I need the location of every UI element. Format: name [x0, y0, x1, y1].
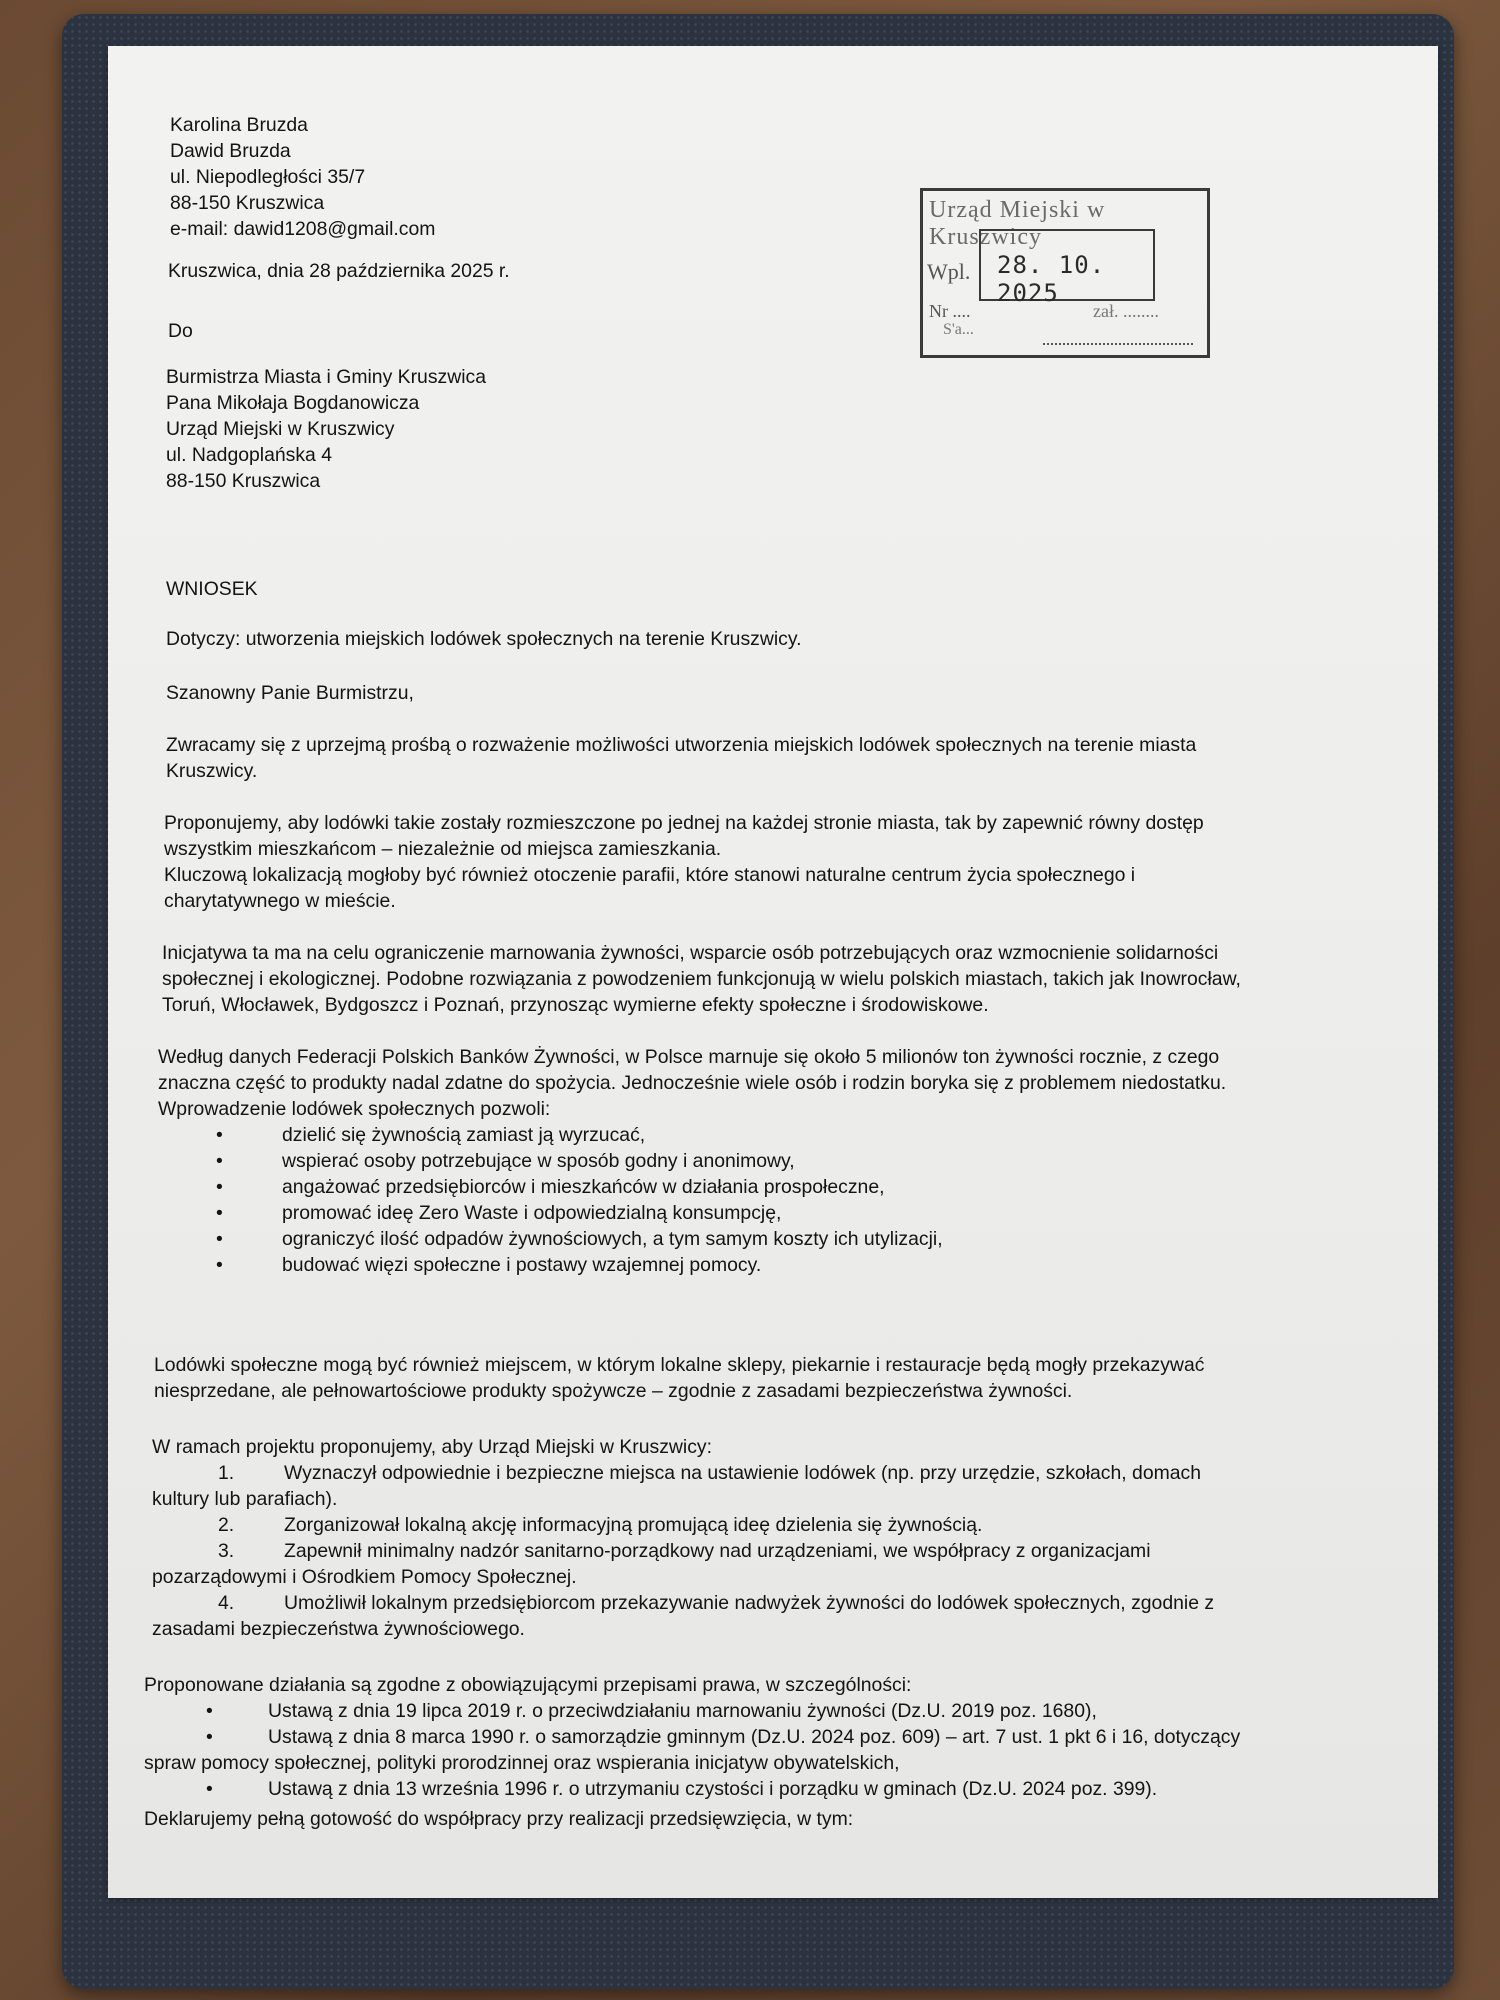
- bullet-icon: •: [216, 1202, 223, 1224]
- item-continuation: kultury lub parafiach).: [152, 1488, 338, 1510]
- item-text: Umożliwił lokalnym przedsiębiorcom przekazywanie nadwyżek żywności do lodówek społecznych, zgodnie z: [284, 1592, 1215, 1614]
- law-item: [144, 1724, 1240, 1750]
- laws-section: [144, 1672, 1240, 1802]
- item-text: Zorganizował lokalną akcję informacyjną promującą ideę dzielenia się żywnością.: [284, 1514, 983, 1536]
- stamp-dotted-line: [1043, 343, 1193, 345]
- sender-line: ul. Niepodległości 35/7: [170, 166, 366, 188]
- stamp-wpl-label: Wpl.: [927, 259, 971, 284]
- benefits-list: [158, 1122, 943, 1278]
- recipient-line: 88-150 Kruszwica: [166, 470, 321, 492]
- numbered-item: [152, 1512, 1214, 1538]
- item-text: Zapewnił minimalny nadzór sanitarno-porządkowy nad urządzeniami, we współpracy z organizacjami: [284, 1540, 1151, 1562]
- list-item: [158, 1226, 943, 1252]
- bullet-icon: •: [206, 1700, 213, 1722]
- list-item: [158, 1148, 943, 1174]
- list-item-text: angażować przedsiębiorców i mieszkańców w działania prospołeczne,: [282, 1176, 885, 1198]
- list-item: [158, 1122, 943, 1148]
- proposals-section: [152, 1434, 1214, 1642]
- law-item: [144, 1776, 1240, 1802]
- numbered-item: [152, 1590, 1214, 1616]
- numbered-item: [152, 1460, 1214, 1486]
- list-item-text: budować więzi społeczne i postawy wzajemnej pomocy.: [282, 1254, 762, 1276]
- sender-address: [170, 112, 435, 242]
- list-item-text: dzielić się żywnością zamiast ją wyrzucać,: [282, 1124, 646, 1146]
- stamp-date-box: [979, 229, 1155, 307]
- item-continuation: zasadami bezpieczeństwa żywnościowego.: [152, 1618, 525, 1640]
- law-text: Ustawą z dnia 13 września 1996 r. o utrzymaniu czystości i porządku w gminach (Dz.U. 2024 poz. 399).: [268, 1778, 1158, 1800]
- paragraph-initiative: [162, 940, 1241, 1018]
- sender-line: 88-150 Kruszwica: [170, 192, 325, 214]
- receipt-stamp: [920, 188, 1210, 358]
- paragraph-statistics: [158, 1044, 1226, 1122]
- sender-line: Karolina Bruzda: [170, 114, 308, 136]
- proposals-intro: W ramach projektu proponujemy, aby Urząd Miejski w Kruszwicy:: [152, 1436, 712, 1458]
- paragraph-shops: [154, 1352, 1204, 1404]
- item-number: 2.: [218, 1514, 235, 1536]
- bullet-icon: •: [206, 1726, 213, 1748]
- list-item-text: promować ideę Zero Waste i odpowiedzialną konsumpcję,: [282, 1202, 782, 1224]
- recipient-line: ul. Nadgoplańska 4: [166, 444, 333, 466]
- stamp-title: Urząd Miejski w Kruszwicy: [929, 197, 1106, 250]
- paragraph-line: Wprowadzenie lodówek społecznych pozwoli:: [158, 1098, 551, 1120]
- item-number: 4.: [218, 1592, 235, 1614]
- bullet-icon: •: [216, 1176, 223, 1198]
- letter-page: [108, 46, 1438, 1898]
- list-item-text: wspierać osoby potrzebujące w sposób godny i anonimowy,: [282, 1150, 795, 1172]
- list-item: [158, 1252, 943, 1278]
- paragraph-line: społecznej i ekologicznej. Podobne rozwiązania z powodzeniem funkcjonują w wielu polskich miastach, takich jak Inowrocław,: [162, 968, 1241, 990]
- paragraph-line: Zwracamy się z uprzejmą prośbą o rozważenie możliwości utworzenia miejskich lodówek społecznych na terenie miasta: [166, 734, 1197, 756]
- stamp-nr-label: Nr ....: [929, 301, 971, 321]
- stamp-zal-label: zał. ........: [1093, 301, 1159, 321]
- paragraph-line: znaczna część to produkty nadal zdatne do spożycia. Jednocześnie wiele osób i rodzin boryka się z problemem niedostatku.: [158, 1072, 1227, 1094]
- sender-line: Dawid Bruzda: [170, 140, 291, 162]
- list-item-text: ograniczyć ilość odpadów żywnościowych, a tym samym koszty ich utylizacji,: [282, 1228, 943, 1250]
- paragraph-request: [166, 732, 1196, 784]
- bullet-icon: •: [216, 1254, 223, 1276]
- document-heading: WNIOSEK: [166, 578, 258, 600]
- recipient-line: Urząd Miejski w Kruszwicy: [166, 418, 395, 440]
- paragraph-line: niesprzedane, ale pełnowartościowe produkty spożywcze – zgodnie z zasadami bezpieczeństwa żywności.: [154, 1380, 1073, 1402]
- paragraph-line: Toruń, Włocławek, Bydgoszcz i Poznań, przynosząc wymierne efekty społeczne i środowiskowe.: [162, 994, 989, 1016]
- law-continuation: spraw pomocy społecznej, polityki prorodzinnej oraz wspierania inicjatyw obywatelskich,: [144, 1752, 900, 1774]
- list-item: [158, 1200, 943, 1226]
- paragraph-line: charytatywnego w mieście.: [164, 890, 396, 912]
- item-text: Wyznaczył odpowiednie i bezpieczne miejsca na ustawienie lodówek (np. przy urzędzie, szkołach, domach: [284, 1462, 1202, 1484]
- recipient-address: [166, 364, 486, 494]
- item-continuation: pozarządowymi i Ośrodkiem Pomocy Społecznej.: [152, 1566, 577, 1588]
- list-item: [158, 1174, 943, 1200]
- stamp-sign-label: S'a...: [943, 321, 974, 338]
- bullet-icon: •: [216, 1228, 223, 1250]
- bullet-icon: •: [216, 1124, 223, 1146]
- paragraph-locations: [164, 810, 1204, 914]
- bullet-icon: •: [206, 1778, 213, 1800]
- law-item: [144, 1698, 1240, 1724]
- numbered-item: [152, 1538, 1214, 1564]
- laws-intro: Proponowane działania są zgodne z obowiązującymi przepisami prawa, w szczególności:: [144, 1674, 912, 1696]
- subject-line: Dotyczy: utworzenia miejskich lodówek społecznych na terenie Kruszwicy.: [166, 628, 802, 650]
- paragraph-line: Inicjatywa ta ma na celu ograniczenie marnowania żywności, wsparcie osób potrzebujących oraz wzmocnienie solidarności: [162, 942, 1219, 964]
- paragraph-line: Kluczową lokalizacją mogłoby być również otoczenie parafii, które stanowi naturalne centrum życia społecznego i: [164, 864, 1136, 886]
- item-number: 1.: [218, 1462, 235, 1484]
- stamp-date: 28. 10. 2025: [997, 251, 1106, 307]
- paragraph-line: Kruszwicy.: [166, 760, 258, 782]
- paragraph-declaration: Deklarujemy pełną gotowość do współpracy przy realizacji przedsięwzięcia, w tym:: [144, 1808, 854, 1830]
- recipient-line: Pana Mikołaja Bogdanowicza: [166, 392, 420, 414]
- to-label: Do: [168, 320, 193, 342]
- salutation: Szanowny Panie Burmistrzu,: [166, 682, 414, 704]
- law-text: Ustawą z dnia 19 lipca 2019 r. o przeciwdziałaniu marnowaniu żywności (Dz.U. 2019 poz. 1680),: [268, 1700, 1097, 1722]
- paragraph-line: Lodówki społeczne mogą być również miejscem, w którym lokalne sklepy, piekarnie i restauracje będą mogły przekazywać: [154, 1354, 1205, 1376]
- paragraph-line: Proponujemy, aby lodówki takie zostały rozmieszczone po jednej na każdej stronie miasta, tak by zapewnić równy dostęp: [164, 812, 1204, 834]
- bullet-icon: •: [216, 1150, 223, 1172]
- sender-email: e-mail: dawid1208@gmail.com: [170, 218, 436, 240]
- paragraph-line: wszystkim mieszkańcom – niezależnie od miejsca zamieszkania.: [164, 838, 722, 860]
- law-text: Ustawą z dnia 8 marca 1990 r. o samorządzie gminnym (Dz.U. 2024 poz. 609) – art. 7 ust. 1 pkt 6 i 16, dotyczący: [268, 1726, 1241, 1748]
- paragraph-line: Według danych Federacji Polskich Banków Żywności, w Polsce marnuje się około 5 milionów ton żywności rocznie, z czego: [158, 1046, 1220, 1068]
- place-date: Kruszwica, dnia 28 października 2025 r.: [168, 260, 510, 282]
- recipient-line: Burmistrza Miasta i Gminy Kruszwica: [166, 366, 487, 388]
- item-number: 3.: [218, 1540, 235, 1562]
